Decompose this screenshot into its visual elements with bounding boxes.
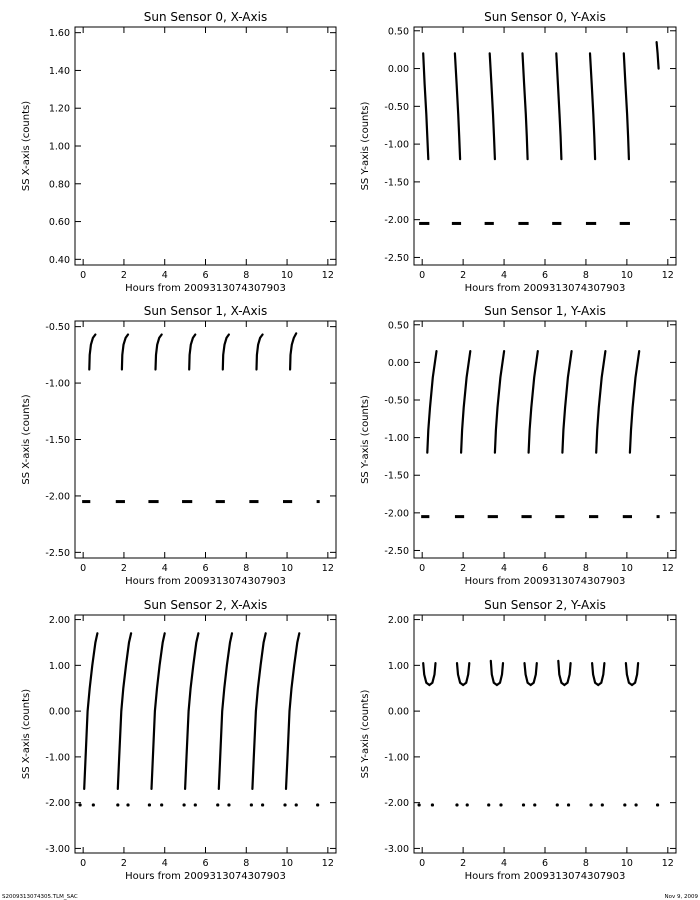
x-tick-label: 12: [661, 270, 674, 281]
y-tick-label: -3.00: [45, 843, 70, 855]
x-tick-label: 2: [120, 270, 127, 281]
y-tick-label: 0.00: [387, 706, 409, 718]
x-tick-label: 12: [321, 270, 334, 281]
data-trace: [626, 663, 638, 685]
data-point: [533, 803, 536, 806]
data-point: [283, 803, 286, 806]
chart-title: Sun Sensor 0, X-Axis: [143, 10, 268, 24]
data-point: [487, 803, 490, 806]
x-tick-label: 10: [620, 858, 633, 869]
data-point: [216, 803, 219, 806]
y-axis-label: SS X-axis (counts): [21, 688, 32, 780]
data-point: [431, 803, 434, 806]
x-tick-label: 8: [582, 563, 589, 574]
x-tick-label: 4: [161, 563, 168, 574]
x-tick-label: 10: [620, 270, 633, 281]
data-point: [522, 803, 525, 806]
data-point: [455, 803, 458, 806]
data-trace: [189, 335, 195, 370]
x-axis-label: Hours from 2009313074307903: [125, 283, 286, 294]
x-tick-label: 4: [501, 563, 508, 574]
x-axis-label: Hours from 2009313074307903: [125, 576, 286, 587]
y-tick-label: -2.50: [45, 547, 70, 559]
data-trace: [495, 351, 504, 453]
y-tick-label: 1.00: [48, 660, 70, 672]
x-tick-label: 12: [661, 858, 674, 869]
data-point: [148, 803, 151, 806]
x-tick-label: 4: [501, 270, 508, 281]
chart-panel-3: [360, 304, 676, 587]
data-point: [316, 803, 319, 806]
data-trace: [592, 663, 604, 685]
x-tick-label: 10: [281, 270, 294, 281]
chart-title: Sun Sensor 1, Y-Axis: [484, 304, 606, 318]
data-trace: [286, 633, 299, 789]
data-point: [567, 803, 570, 806]
x-tick-label: 4: [161, 270, 168, 281]
x-tick-label: 2: [460, 858, 467, 869]
y-tick-label: -0.50: [45, 322, 70, 334]
y-tick-label: 0.00: [48, 706, 70, 718]
data-trace: [461, 351, 470, 453]
y-tick-label: 0.50: [387, 26, 409, 38]
y-axis-label: SS Y-axis (counts): [360, 101, 371, 191]
y-axis-label: SS Y-axis (counts): [360, 395, 371, 484]
y-tick-label: -2.00: [45, 491, 70, 503]
x-axis-label: Hours from 2009313074307903: [464, 283, 626, 294]
data-trace: [490, 53, 495, 159]
x-tick-label: 6: [541, 858, 549, 869]
y-tick-label: 0.80: [48, 179, 70, 191]
data-trace: [455, 53, 460, 159]
y-tick-label: 0.60: [48, 217, 70, 229]
y-axis-label: SS X-axis (counts): [21, 394, 32, 485]
y-tick-label: -2.00: [45, 798, 70, 810]
y-axis-label: SS Y-axis (counts): [360, 689, 371, 779]
data-trace: [252, 633, 265, 789]
data-point: [589, 803, 592, 806]
data-point: [92, 803, 95, 806]
data-trace: [290, 333, 296, 369]
data-point: [623, 803, 626, 806]
chart-panel-2: [21, 304, 336, 587]
x-tick-label: 0: [419, 270, 426, 281]
chart-title: Sun Sensor 0, Y-Axis: [484, 10, 606, 24]
x-tick-label: 6: [541, 270, 549, 281]
data-trace: [84, 633, 97, 789]
data-trace: [523, 53, 528, 159]
data-trace: [657, 42, 659, 69]
chart-panel-4: [21, 598, 336, 882]
data-point: [126, 803, 129, 806]
x-tick-label: 2: [120, 858, 127, 869]
data-trace: [152, 633, 165, 789]
data-trace: [558, 661, 570, 685]
x-tick-label: 8: [243, 270, 250, 281]
chart-title: Sun Sensor 1, X-Axis: [143, 304, 268, 318]
y-tick-label: -2.00: [384, 508, 409, 520]
data-trace: [556, 53, 561, 159]
footer-date: Nov 9, 2009: [664, 894, 698, 900]
x-tick-label: 4: [161, 858, 168, 869]
plot-frame: [75, 321, 336, 558]
y-axis-label: SS X-axis (counts): [21, 100, 32, 192]
data-trace: [118, 633, 131, 789]
y-tick-label: 1.00: [48, 141, 70, 153]
y-tick-label: 1.40: [48, 65, 70, 77]
y-tick-label: -2.50: [384, 545, 409, 557]
y-tick-label: 1.20: [48, 103, 70, 115]
data-trace: [223, 335, 229, 370]
data-trace: [423, 663, 435, 685]
x-tick-label: 6: [541, 563, 549, 574]
data-point: [499, 803, 502, 806]
data-trace: [457, 663, 469, 685]
data-point: [556, 803, 559, 806]
chart-title: Sun Sensor 2, Y-Axis: [484, 598, 606, 612]
y-tick-label: 0.40: [48, 254, 70, 266]
y-tick-label: -0.50: [384, 395, 409, 407]
data-trace: [529, 351, 538, 453]
y-tick-label: -2.50: [384, 252, 409, 264]
data-point: [78, 803, 81, 806]
plot-frame: [414, 321, 676, 558]
x-tick-label: 10: [281, 563, 294, 574]
data-trace: [562, 351, 571, 453]
plot-frame: [75, 27, 336, 265]
x-tick-label: 0: [80, 563, 87, 574]
plot-frame: [414, 615, 676, 853]
data-trace: [219, 633, 232, 789]
x-tick-label: 6: [202, 858, 209, 869]
data-point: [418, 803, 421, 806]
data-point: [160, 803, 163, 806]
y-tick-label: 1.60: [48, 28, 70, 40]
x-tick-label: 12: [661, 563, 674, 574]
data-trace: [122, 335, 128, 370]
y-tick-label: -1.00: [45, 752, 70, 764]
chart-panel-0: [21, 10, 336, 294]
data-trace: [89, 335, 95, 370]
x-tick-label: 0: [80, 858, 87, 869]
y-tick-label: -1.50: [45, 435, 70, 446]
data-trace: [156, 335, 162, 370]
data-point: [250, 803, 253, 806]
data-point: [466, 803, 469, 806]
data-trace: [596, 351, 605, 453]
data-point: [634, 803, 637, 806]
y-tick-label: -3.00: [384, 843, 409, 855]
x-tick-label: 2: [120, 563, 127, 574]
x-tick-label: 2: [460, 563, 467, 574]
x-tick-label: 12: [321, 563, 334, 574]
data-point: [261, 803, 264, 806]
data-trace: [257, 335, 263, 370]
data-trace: [624, 53, 629, 159]
data-point: [182, 803, 185, 806]
y-tick-label: -1.00: [384, 139, 409, 151]
chart-panel-5: [360, 598, 676, 882]
y-tick-label: -1.00: [45, 378, 70, 390]
data-trace: [185, 633, 198, 789]
footer-filename: S2009313074305.TLM_SAC: [2, 894, 78, 900]
x-tick-label: 8: [243, 563, 250, 574]
y-tick-label: 0.50: [387, 320, 409, 332]
y-tick-label: -2.00: [384, 215, 409, 227]
x-axis-label: Hours from 2009313074307903: [464, 576, 626, 587]
x-tick-label: 4: [501, 858, 508, 869]
data-point: [194, 803, 197, 806]
y-tick-label: -1.50: [384, 177, 409, 189]
data-trace: [423, 53, 428, 159]
y-tick-label: -1.00: [384, 752, 409, 764]
chart-title: Sun Sensor 2, X-Axis: [143, 598, 268, 612]
x-tick-label: 10: [620, 563, 633, 574]
data-trace: [525, 663, 537, 685]
data-trace: [630, 351, 639, 453]
data-point: [116, 803, 119, 806]
x-tick-label: 10: [281, 858, 294, 869]
y-tick-label: 2.00: [48, 615, 70, 627]
x-tick-label: 2: [460, 270, 467, 281]
x-tick-label: 0: [80, 270, 87, 281]
x-axis-label: Hours from 2009313074307903: [125, 871, 286, 882]
y-tick-label: -1.00: [384, 433, 409, 445]
x-tick-label: 0: [419, 563, 426, 574]
x-tick-label: 0: [419, 858, 426, 869]
chart-panel-1: [360, 10, 676, 294]
data-trace: [590, 53, 595, 159]
y-tick-label: -2.00: [384, 798, 409, 810]
x-tick-label: 8: [582, 270, 589, 281]
data-point: [601, 803, 604, 806]
x-tick-label: 6: [202, 563, 209, 574]
x-tick-label: 12: [321, 858, 334, 869]
y-tick-label: 0.00: [387, 64, 409, 76]
x-axis-label: Hours from 2009313074307903: [464, 871, 626, 882]
y-tick-label: 2.00: [387, 615, 409, 627]
y-tick-label: 0.00: [387, 357, 409, 369]
data-trace: [491, 661, 503, 685]
data-trace: [427, 351, 436, 453]
x-tick-label: 8: [582, 858, 589, 869]
data-point: [227, 803, 230, 806]
plot-frame: [414, 27, 676, 265]
x-tick-label: 8: [243, 858, 250, 869]
y-tick-label: -0.50: [384, 101, 409, 113]
y-tick-label: 1.00: [387, 660, 409, 672]
y-tick-label: -1.50: [384, 470, 409, 482]
data-point: [656, 803, 659, 806]
x-tick-label: 6: [202, 270, 209, 281]
data-point: [295, 803, 298, 806]
